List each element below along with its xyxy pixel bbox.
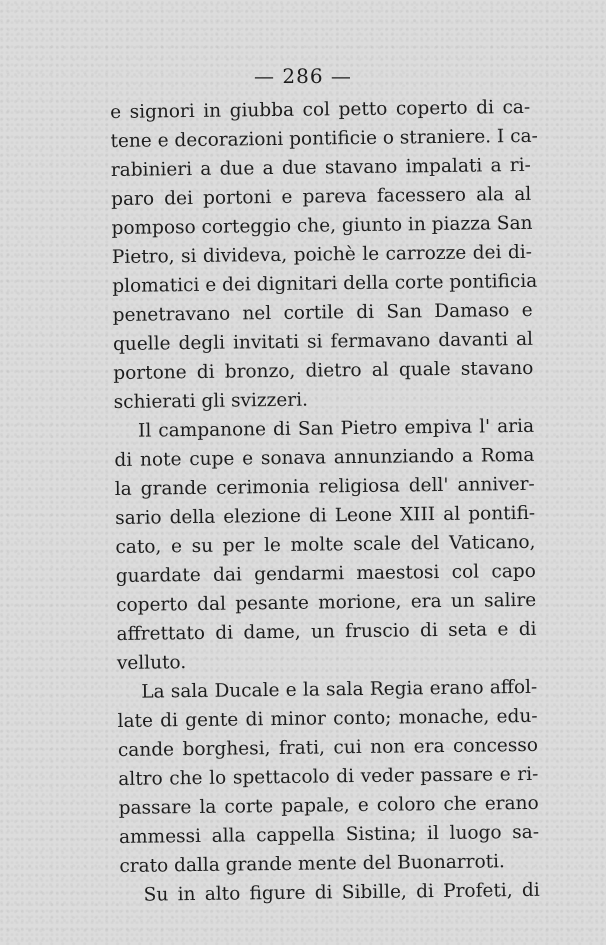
text-line: rabinieri a due a due stavano impalati a ri- — [110, 154, 531, 181]
text-line: portone di bronzo, dietro al quale stavano — [113, 357, 534, 384]
text-line: penetravano nel cortile di San Damaso e — [112, 299, 533, 326]
text-line: coperto dal pesante morione, era un salire — [116, 589, 537, 616]
text-line: di note cupe e sonava annunziando a Roma — [114, 444, 535, 471]
text-line: schierati gli svizzeri. — [113, 389, 309, 413]
text-line: Pietro, si divideva, poichè le carrozze dei di- — [111, 241, 533, 268]
page-number: — 286 — — [254, 64, 352, 88]
text-line: paro dei portoni e pareva facessero ala al — [111, 183, 532, 210]
text-line: passare la corte papale, e coloro che erano — [118, 792, 539, 819]
text-line: velluto. — [116, 652, 187, 674]
text-line: affrettato di dame, un fruscio di seta e di — [116, 618, 537, 645]
text-line: plomatici e dei dignitari della corte pontificia — [112, 270, 538, 297]
text-line: guardate dai gendarmi maestosi col capo — [115, 560, 536, 587]
text-line: cato, e su per le molte scale del Vaticano, — [115, 531, 536, 558]
text-line: crato dalla grande mente del Buonarroti. — [119, 851, 506, 877]
text-line: Il campanone di San Pietro empiva l' aria — [137, 415, 535, 442]
text-line: altro che lo spettacolo di veder passare e ri- — [118, 763, 539, 790]
text-line: pomposo corteggio che, giunto in piazza San — [111, 212, 533, 239]
body-text — [110, 93, 540, 910]
text-line: sario della elezione di Leone XIII al pontifi- — [115, 502, 536, 529]
text-line: tene e decorazioni pontificie o straniere. I ca- — [110, 125, 538, 152]
text-line: la grande cerimonia religiosa dell' anniver- — [114, 473, 535, 500]
text-line: cande borghesi, frati, cui non era concesso — [117, 734, 539, 761]
text-line: e signori in giubba col petto coperto di ca- — [110, 96, 531, 123]
text-line: Su in alto figure di Sibille, di Profeti, di — [143, 879, 540, 906]
text-line: La sala Ducale e la sala Regia erano affol- — [141, 676, 538, 703]
text-line: quelle degli invitati si fermavano davanti al — [112, 328, 534, 355]
text-line: ammessi alla cappella Sistina; il luogo sa- — [118, 821, 540, 848]
text-line: late di gente di minor conto; monache, edu- — [117, 705, 538, 732]
